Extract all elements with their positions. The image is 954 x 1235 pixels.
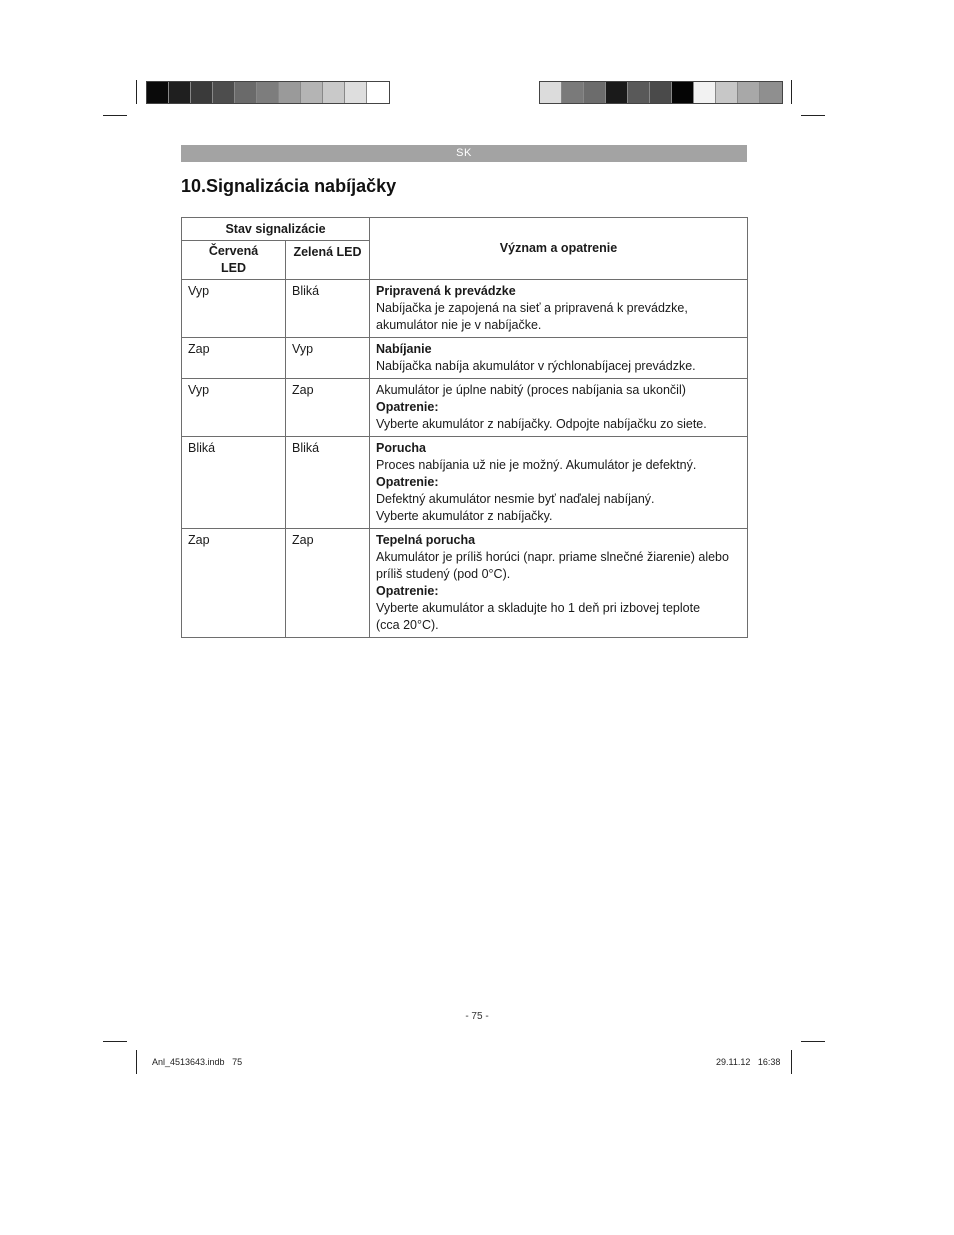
red-led-state: Vyp	[182, 280, 286, 338]
color-swatch	[257, 82, 279, 103]
header-green-led: Zelená LED	[286, 241, 370, 280]
color-swatch	[540, 82, 562, 103]
color-swatch	[606, 82, 628, 103]
table-row	[182, 437, 748, 529]
meaning-text: Proces nabíjania už nie je možný. Akumulátor je defektný.	[376, 458, 697, 472]
table-row	[182, 529, 748, 638]
color-swatch	[147, 82, 169, 103]
crop-mark	[103, 115, 127, 116]
meaning-cell	[370, 437, 748, 529]
page-number: - 75 -	[465, 1011, 489, 1022]
color-swatch	[760, 82, 782, 103]
language-section-bar: SK	[181, 145, 747, 162]
crop-mark	[103, 1041, 127, 1042]
meaning-text: Nabíjačka nabíja akumulátor v rýchlonabíjacej prevádzke.	[376, 359, 696, 373]
meaning-cell	[370, 338, 748, 379]
color-swatch	[279, 82, 301, 103]
color-swatch	[562, 82, 584, 103]
meaning-text: Vyberte akumulátor z nabíjačky. Odpojte nabíjačku zo siete.	[376, 417, 707, 431]
color-swatch	[650, 82, 672, 103]
meaning-cell	[370, 529, 748, 638]
file-info: Anl_4513643.indb 75	[152, 1057, 243, 1067]
meaning-heading: Tepelná porucha	[376, 533, 476, 547]
meaning-text: Vyberte akumulátor z nabíjačky.	[376, 509, 553, 523]
header-meaning: Význam a opatrenie	[370, 218, 748, 280]
meaning-heading: Opatrenie:	[376, 400, 439, 414]
meaning-text: Vyberte akumulátor a skladujte ho 1 deň pri izbovej teplote	[376, 601, 701, 615]
green-led-state: Bliká	[286, 437, 370, 529]
color-calibration-bar-left	[146, 81, 390, 104]
color-swatch	[584, 82, 606, 103]
meaning-text: Defektný akumulátor nesmie byť naďalej nabíjaný.	[376, 492, 655, 506]
meaning-text: Akumulátor je úplne nabitý (proces nabíjania sa ukončil)	[376, 383, 686, 397]
table-row	[182, 280, 748, 338]
meaning-cell	[370, 379, 748, 437]
color-swatch	[213, 82, 235, 103]
green-led-state: Zap	[286, 529, 370, 638]
crop-mark	[801, 1041, 825, 1042]
meaning-cell	[370, 280, 748, 338]
print-date-time: 29.11.12 16:38	[716, 1057, 781, 1067]
color-swatch	[323, 82, 345, 103]
green-led-state: Bliká	[286, 280, 370, 338]
color-swatch	[672, 82, 694, 103]
header-signal-state: Stav signalizácie	[182, 218, 370, 241]
led-signal-table	[181, 217, 748, 638]
red-led-state: Bliká	[182, 437, 286, 529]
color-swatch	[235, 82, 257, 103]
green-led-state: Vyp	[286, 338, 370, 379]
meaning-text: Nabíjačka je zapojená na sieť a pripravená k prevádzke, akumulátor nie je v nabíjačke.	[376, 301, 688, 332]
crop-mark	[136, 80, 137, 104]
table-row	[182, 379, 748, 437]
color-swatch	[345, 82, 367, 103]
color-swatch	[169, 82, 191, 103]
header-red-led: Červená LED	[182, 241, 286, 280]
color-swatch	[367, 82, 389, 103]
green-led-state: Zap	[286, 379, 370, 437]
color-swatch	[694, 82, 716, 103]
meaning-text: Akumulátor je príliš horúci (napr. priame slnečné žiarenie) alebo príliš studený (pod 0°C).	[376, 550, 729, 581]
color-swatch	[191, 82, 213, 103]
meaning-heading: Opatrenie:	[376, 584, 439, 598]
red-led-state: Vyp	[182, 379, 286, 437]
crop-mark	[801, 115, 825, 116]
crop-mark	[136, 1050, 137, 1074]
color-swatch	[716, 82, 738, 103]
color-swatch	[301, 82, 323, 103]
crop-mark	[791, 80, 792, 104]
meaning-heading: Pripravená k prevádzke	[376, 284, 516, 298]
meaning-heading: Porucha	[376, 441, 427, 455]
color-swatch	[628, 82, 650, 103]
crop-mark	[791, 1050, 792, 1074]
table-body	[182, 280, 748, 638]
red-led-state: Zap	[182, 338, 286, 379]
page-title: 10.Signalizácia nabíjačky	[181, 176, 397, 196]
meaning-text: (cca 20°C).	[376, 618, 439, 632]
color-calibration-bar-right	[539, 81, 783, 104]
red-led-state: Zap	[182, 529, 286, 638]
meaning-heading: Nabíjanie	[376, 342, 432, 356]
color-swatch	[738, 82, 760, 103]
table-row	[182, 338, 748, 379]
meaning-heading: Opatrenie:	[376, 475, 439, 489]
